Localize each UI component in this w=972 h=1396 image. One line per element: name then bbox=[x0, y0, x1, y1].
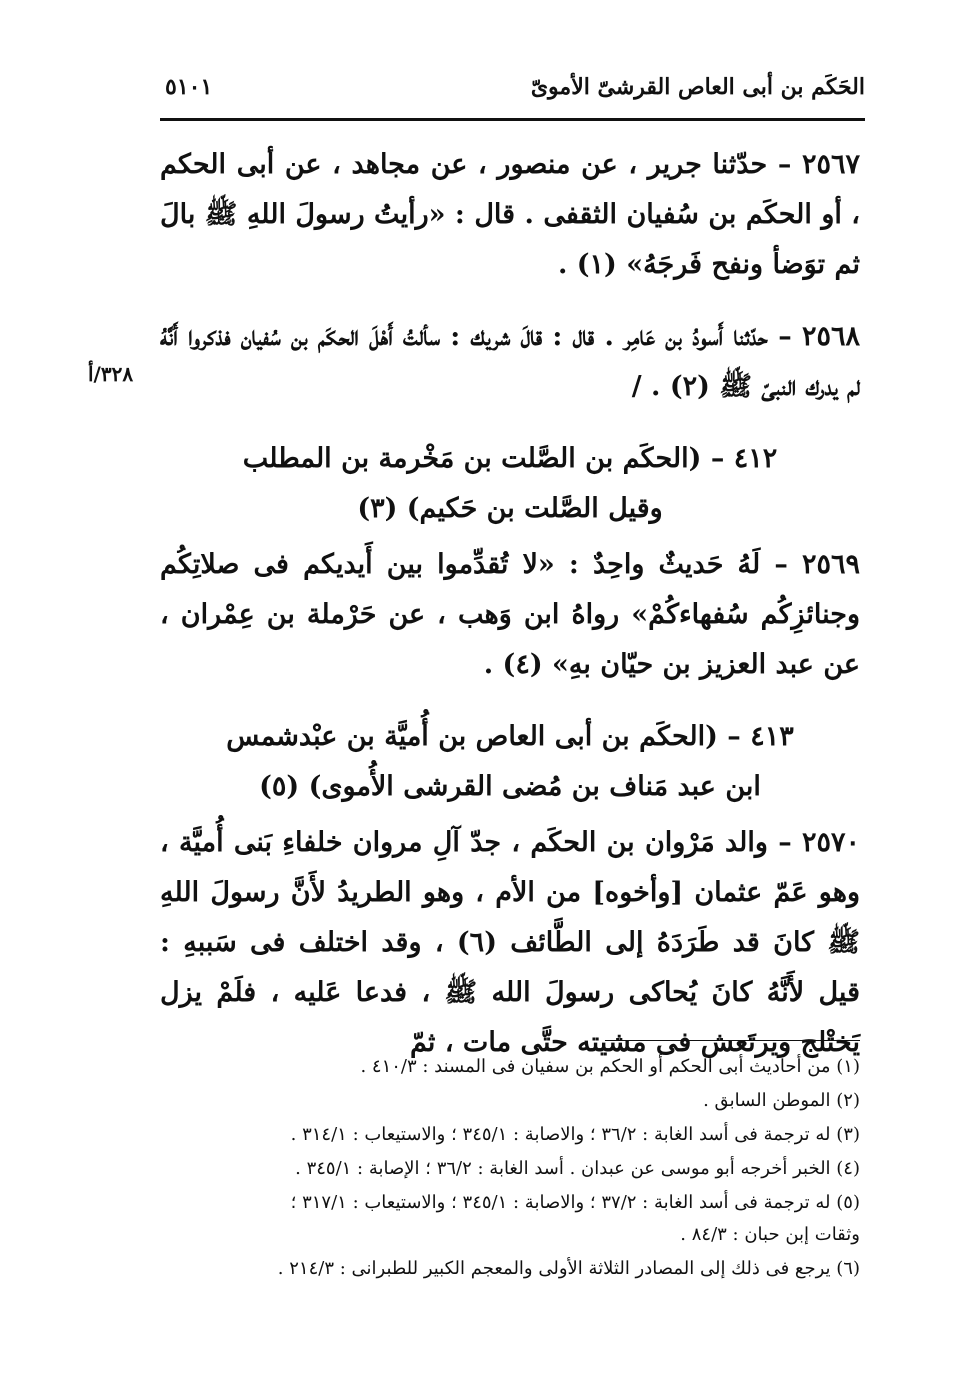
footnote-5-continued: وثقات إبن حبان : ٨٤/٣ . bbox=[680, 1224, 860, 1245]
hadith-2570: ٢٥٧٠ – والد مَرْوان بن الحكَم ، جدّ آلِ مروان خلفاءِ بَنى أُميَّة ، وهو عَمّ عثمان [وأخوه] من الأم ، وهو الطريدُ لأَنَّ رسولَ اللهِ ﷺ كانَ قد طَرَدَهُ إلى الطَّائف (٦) ، وقد اختلف فى سَببهِ : قيل لأَنَّهُ كانَ يُحاكى رسولَ الله ﷺ ، فدعا عَليه ، فلَمْ يزل يَختْلج ويرتَعش فى مشيته حتَّى مات ، ثمّ bbox=[160, 827, 860, 1058]
footnotes bbox=[160, 1050, 860, 1286]
footnote-4: (٤) الخبر أخرجه أبو موسى عن عبدان . أسد الغابة : ٣٦/٢ ؛ الإصابة : ٣٤٥/١ . bbox=[295, 1158, 860, 1179]
hadith-2567: ٢٥٦٧ – حدّثنا جرير ، عن منصور ، عن مجاهد ، عن أبى الحكم ، أو الحكَم بن سُفيان الثقفى . قال : «رأيتُ رسولَ اللهِ ﷺ بالَ ثم توَضأ ونفح فَرجَهُ» (١) . bbox=[160, 149, 860, 280]
footnote-6: (٦) يرجع فى ذلك إلى المصادر الثلاثة الأولى والمعجم الكبير للطبرانى : ٢١٤/٣ . bbox=[277, 1258, 860, 1279]
footnote-5: (٥) له ترجمة فى أسد الغابة : ٣٧/٢ ؛ والاصابة : ٣٤٥/١ ؛ والاستيعاب : ٣١٧/١ ؛ bbox=[290, 1192, 860, 1213]
entry-412-subtitle: وقيل الصَّلت بن حَكيم) (٣) bbox=[357, 493, 663, 524]
footnote-3: (٣) له ترجمة فى أسد الغابة : ٣٦/٢ ؛ والاصابة : ٣٤٥/١ ؛ والاستيعاب : ٣١٤/١ . bbox=[290, 1124, 860, 1145]
hadith-2568: ٢٥٦٨ – حدّثنا أَسودُ بن عَامِر . قال : قالَ شريك : سألتُ أَهْلَ الحكَم بن سُفيان فذكروا أَنَّهُ لم يدرك النبىّ ﷺ (٢) . / bbox=[160, 321, 860, 402]
entry-412-title: ٤١٢ – (الحكَم بن الصَّلت بن مَخْرمة بن المطلب bbox=[242, 443, 778, 474]
entry-413-subtitle: ابن عبد مَناف بن مُضى القرشى الأُموى) (٥) bbox=[259, 771, 761, 802]
page-number: ٥١٠١ bbox=[165, 74, 213, 100]
entry-413-title: ٤١٣ – (الحكَم بن أبى العاص بن أُميَّة بن عبْدشمس bbox=[226, 721, 794, 752]
footnote-2: (٢) الموطن السابق . bbox=[703, 1090, 860, 1111]
header-rule bbox=[160, 118, 865, 121]
footnote-rule bbox=[605, 1040, 860, 1041]
hadith-2569: ٢٥٦٩ – لَهُ حَديثٌ واحِدٌ : «لا تُقدِّموا بين أَيديكم فى صلاتِكُم وجنائزِكُم سُفهاءكُمْ» رواهُ ابن وَهب ، عن حَرْملة بن عِمْران ، عن عبد العزيز بن حيّان بهِ» (٤) . bbox=[160, 549, 860, 680]
main-text bbox=[160, 140, 860, 1074]
footnote-1: (١) من أحاديث أبى الحكم أو الحكم بن سفيان فى المسند : ٤١٠/٣ . bbox=[360, 1056, 860, 1077]
running-header bbox=[165, 62, 865, 112]
running-title: الحَكَم بن أبى العاص القرشىّ الأموىّ bbox=[530, 74, 865, 100]
margin-folio-note: ٣٢٨/أ bbox=[88, 362, 134, 386]
